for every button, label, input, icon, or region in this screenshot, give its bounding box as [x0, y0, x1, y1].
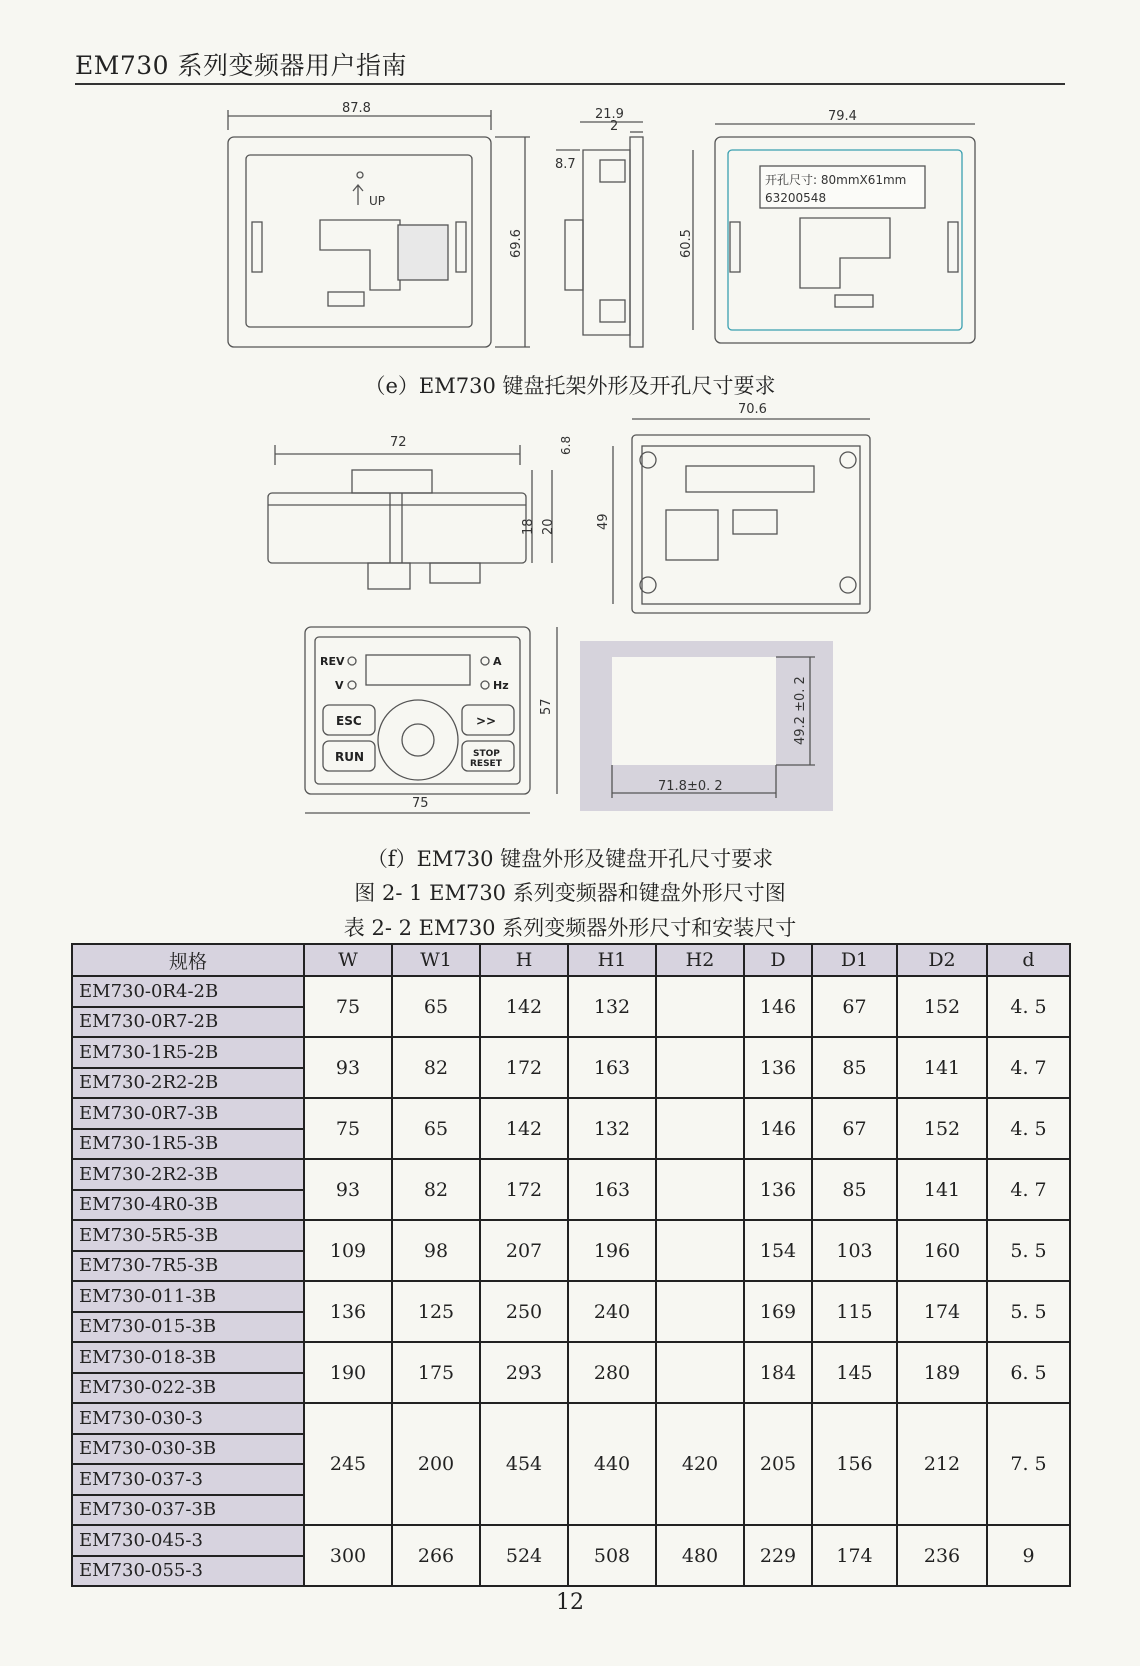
value-cell: 67 — [812, 1098, 897, 1159]
model-cell: EM730-037-3B — [72, 1495, 304, 1526]
table-header-cell: H — [480, 944, 568, 976]
model-cell: EM730-037-3 — [72, 1464, 304, 1495]
front-width-dim: 87.8 — [342, 101, 371, 116]
back-label-line1: 开孔尺寸: 80mmX61mm — [765, 173, 907, 187]
value-cell: 212 — [897, 1403, 987, 1525]
model-cell: EM730-022-3B — [72, 1373, 304, 1404]
table-header-cell: D1 — [812, 944, 897, 976]
figure-caption: 图 2- 1 EM730 系列变频器和键盘外形尺寸图 — [354, 881, 786, 905]
value-cell: 172 — [480, 1037, 568, 1098]
value-cell: 85 — [812, 1159, 897, 1220]
value-cell: 205 — [744, 1403, 812, 1525]
table-caption: 表 2- 2 EM730 系列变频器外形尺寸和安装尺寸 — [343, 916, 797, 940]
value-cell: 169 — [744, 1281, 812, 1342]
value-cell: 160 — [897, 1220, 987, 1281]
value-cell: 4. 5 — [987, 976, 1070, 1037]
up-label: UP — [369, 194, 386, 208]
value-cell: 154 — [744, 1220, 812, 1281]
value-cell: 4. 7 — [987, 1037, 1070, 1098]
model-cell: EM730-030-3 — [72, 1403, 304, 1434]
model-cell: EM730-055-3 — [72, 1556, 304, 1587]
value-cell: 163 — [568, 1159, 656, 1220]
front-a-label: A — [493, 655, 502, 668]
value-cell: 136 — [744, 1037, 812, 1098]
value-cell: 5. 5 — [987, 1220, 1070, 1281]
model-cell: EM730-4R0-3B — [72, 1190, 304, 1221]
run-key-label: RUN — [335, 750, 365, 764]
value-cell: 146 — [744, 1098, 812, 1159]
value-cell: 240 — [568, 1281, 656, 1342]
value-cell: 236 — [897, 1525, 987, 1586]
value-cell: 190 — [304, 1342, 392, 1403]
value-cell: 293 — [480, 1342, 568, 1403]
model-cell: EM730-0R7-3B — [72, 1098, 304, 1129]
table-row — [72, 1159, 1070, 1190]
value-cell: 163 — [568, 1037, 656, 1098]
value-cell — [656, 976, 744, 1037]
value-cell: 189 — [897, 1342, 987, 1403]
model-cell: EM730-1R5-2B — [72, 1037, 304, 1068]
value-cell: 142 — [480, 1098, 568, 1159]
value-cell: 132 — [568, 1098, 656, 1159]
value-cell: 67 — [812, 976, 897, 1037]
esc-key-label: ESC — [336, 714, 362, 728]
value-cell: 152 — [897, 1098, 987, 1159]
value-cell: 98 — [392, 1220, 480, 1281]
value-cell: 109 — [304, 1220, 392, 1281]
value-cell: 7. 5 — [987, 1403, 1070, 1525]
model-cell: EM730-7R5-3B — [72, 1251, 304, 1282]
value-cell — [656, 1281, 744, 1342]
value-cell: 266 — [392, 1525, 480, 1586]
value-cell — [656, 1220, 744, 1281]
front-v-label: V — [335, 679, 344, 692]
value-cell: 75 — [304, 976, 392, 1037]
value-cell: 65 — [392, 1098, 480, 1159]
keypad-top-view — [268, 445, 552, 589]
front-hz-label: Hz — [493, 679, 509, 692]
model-cell: EM730-1R5-3B — [72, 1129, 304, 1160]
value-cell: 93 — [304, 1159, 392, 1220]
model-cell: EM730-5R5-3B — [72, 1220, 304, 1251]
back-width-dim: 79.4 — [828, 109, 857, 124]
table-header-cell: H1 — [568, 944, 656, 976]
value-cell: 440 — [568, 1403, 656, 1525]
side-lip-dim: 2 — [610, 119, 619, 134]
value-cell: 200 — [392, 1403, 480, 1525]
table-row — [72, 1525, 1070, 1556]
model-cell: EM730-0R7-2B — [72, 1007, 304, 1038]
model-cell: EM730-045-3 — [72, 1525, 304, 1556]
value-cell: 136 — [304, 1281, 392, 1342]
front-height-dim: 69.6 — [509, 229, 524, 258]
cutout-width-dim: 71.8±0. 2 — [658, 779, 723, 794]
top-h20-dim: 20 — [541, 518, 556, 535]
value-cell: 141 — [897, 1159, 987, 1220]
table-header-cell: D2 — [897, 944, 987, 976]
value-cell: 175 — [392, 1342, 480, 1403]
value-cell — [656, 1159, 744, 1220]
front-width-dim: 75 — [412, 796, 429, 811]
value-cell: 480 — [656, 1525, 744, 1586]
stop-key-label: STOP — [473, 749, 500, 759]
table-header-cell: W1 — [392, 944, 480, 976]
table-row — [72, 1342, 1070, 1373]
value-cell: 75 — [304, 1098, 392, 1159]
value-cell — [656, 1342, 744, 1403]
rear-width-dim: 70.6 — [738, 402, 767, 417]
value-cell: 207 — [480, 1220, 568, 1281]
value-cell: 4. 7 — [987, 1159, 1070, 1220]
keypad-rear-view — [613, 419, 870, 613]
table-row — [72, 1403, 1070, 1434]
table-header-cell: 规格 — [72, 944, 304, 976]
value-cell: 65 — [392, 976, 480, 1037]
page-header-title: EM730 系列变频器用户指南 — [75, 51, 408, 80]
value-cell: 524 — [480, 1525, 568, 1586]
value-cell: 136 — [744, 1159, 812, 1220]
value-cell: 145 — [812, 1342, 897, 1403]
value-cell: 508 — [568, 1525, 656, 1586]
value-cell: 103 — [812, 1220, 897, 1281]
value-cell: 196 — [568, 1220, 656, 1281]
value-cell: 174 — [812, 1525, 897, 1586]
table-header-cell: D — [744, 944, 812, 976]
value-cell: 454 — [480, 1403, 568, 1525]
value-cell — [656, 1098, 744, 1159]
value-cell: 250 — [480, 1281, 568, 1342]
value-cell: 142 — [480, 976, 568, 1037]
side-depth-dim: 21.9 — [595, 107, 624, 122]
cutout-height-dim: 49.2 ±0. 2 — [793, 676, 808, 745]
value-cell: 229 — [744, 1525, 812, 1586]
table-row — [72, 976, 1070, 1007]
rear-height-dim: 49 — [596, 513, 611, 530]
value-cell: 82 — [392, 1159, 480, 1220]
model-cell: EM730-018-3B — [72, 1342, 304, 1373]
value-cell: 174 — [897, 1281, 987, 1342]
value-cell: 156 — [812, 1403, 897, 1525]
table-header-cell: H2 — [656, 944, 744, 976]
value-cell: 184 — [744, 1342, 812, 1403]
shift-key-label: >> — [476, 714, 497, 728]
front-height-dim: 57 — [539, 698, 554, 715]
model-cell: EM730-030-3B — [72, 1434, 304, 1465]
reset-key-label: RESET — [470, 759, 502, 769]
top-height-dim: 6.8 — [559, 435, 573, 455]
value-cell: 4. 5 — [987, 1098, 1070, 1159]
figure-e-caption: （e）EM730 键盘托架外形及开孔尺寸要求 — [364, 374, 776, 398]
model-cell: EM730-2R2-3B — [72, 1159, 304, 1190]
table-row — [72, 1220, 1070, 1251]
front-rev-label: REV — [320, 655, 345, 668]
page-number: 12 — [556, 1590, 584, 1615]
dimensions-table-wrap — [71, 943, 1069, 1587]
value-cell: 82 — [392, 1037, 480, 1098]
dimensions-table — [71, 943, 1071, 1587]
value-cell: 85 — [812, 1037, 897, 1098]
value-cell: 125 — [392, 1281, 480, 1342]
table-header-cell: d — [987, 944, 1070, 976]
value-cell: 115 — [812, 1281, 897, 1342]
value-cell: 300 — [304, 1525, 392, 1586]
model-cell: EM730-015-3B — [72, 1312, 304, 1343]
value-cell: 132 — [568, 976, 656, 1037]
top-h18-dim: 18 — [521, 518, 536, 535]
table-row — [72, 1098, 1070, 1129]
value-cell: 9 — [987, 1525, 1070, 1586]
model-cell: EM730-0R4-2B — [72, 976, 304, 1007]
value-cell: 245 — [304, 1403, 392, 1525]
value-cell: 420 — [656, 1403, 744, 1525]
value-cell — [656, 1037, 744, 1098]
top-width-dim: 72 — [390, 435, 407, 450]
value-cell: 5. 5 — [987, 1281, 1070, 1342]
figure-f-caption: （f）EM730 键盘外形及键盘开孔尺寸要求 — [366, 847, 774, 871]
table-header-row — [72, 944, 1070, 976]
table-header-cell: W — [304, 944, 392, 976]
back-label-line2: 63200548 — [765, 191, 827, 205]
side-step-dim: 8.7 — [555, 157, 576, 172]
value-cell: 172 — [480, 1159, 568, 1220]
value-cell: 141 — [897, 1037, 987, 1098]
value-cell: 152 — [897, 976, 987, 1037]
value-cell: 6. 5 — [987, 1342, 1070, 1403]
model-cell: EM730-2R2-2B — [72, 1068, 304, 1099]
back-height-dim: 60.5 — [679, 229, 694, 258]
table-row — [72, 1037, 1070, 1068]
value-cell: 93 — [304, 1037, 392, 1098]
table-row — [72, 1281, 1070, 1312]
value-cell: 280 — [568, 1342, 656, 1403]
model-cell: EM730-011-3B — [72, 1281, 304, 1312]
table-body — [72, 976, 1070, 1586]
value-cell: 146 — [744, 976, 812, 1037]
